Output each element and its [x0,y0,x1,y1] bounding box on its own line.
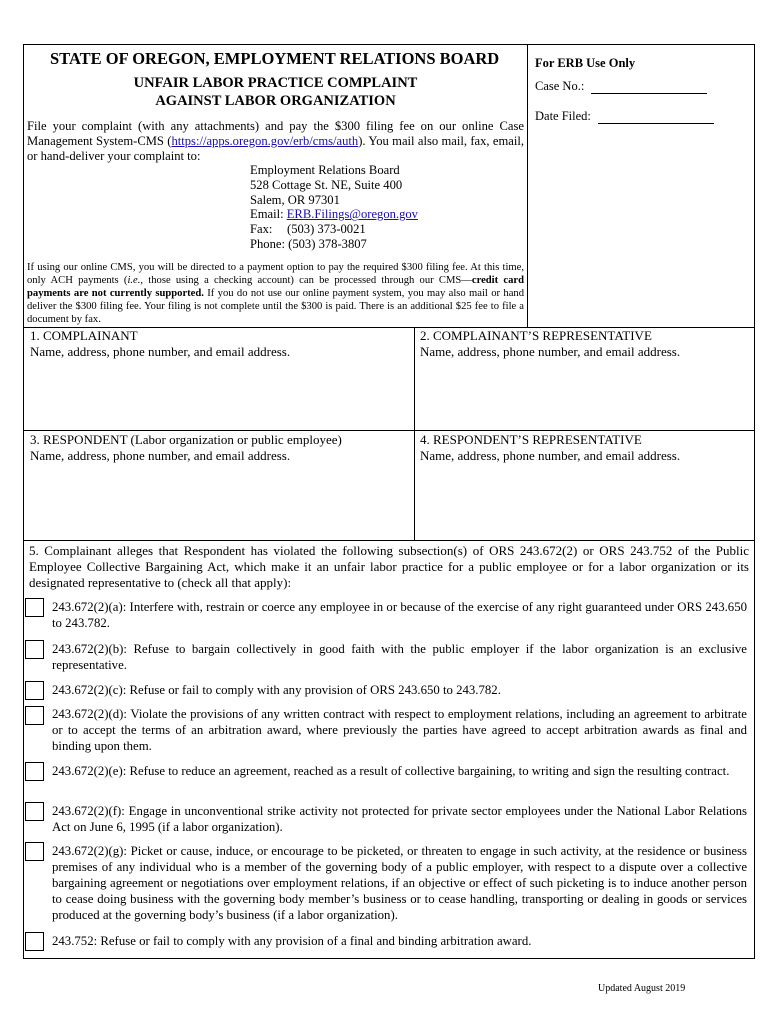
payment-note-part1: If using our online CMS, you will be directed to a payment option to pay the required $300 filing fee. At this time, only ACH payments ( [27,262,524,286]
payment-note-bold: credit card payments are not currently supported. [27,275,524,299]
grid-line-bottom [23,540,755,541]
option-2a: 243.672(2)(a): Interfere with, restrain or coerce any employee in or because of the exercise of any right guaranteed under ORS 243.650 to 243.782. [52,600,747,630]
section-complainant-rep-sub: Name, address, phone number, and email address. [420,344,681,359]
payment-note-ie: i.e. [127,275,141,286]
section-complainant-rep-title: 2. COMPLAINANT’S REPRESENTATIVE [420,328,652,343]
allegation-intro: 5. Complainant alleges that Respondent has violated the following subsection(s) of ORS 243.672(2) or ORS 243.752 of the Public Employee Collective Bargaining Act, which make it an unfair labor practice for a public employee or for a labor organization or its designated representative to (check all that apply): [29,543,749,590]
checkbox-2e[interactable] [25,762,44,781]
option-2e: 243.672(2)(e): Refuse to reduce an agreement, reached as a result of collective bargaining, to writing and sign the resulting contract. [52,764,730,778]
cms-link[interactable]: https://apps.oregon.gov/erb/cms/auth [171,134,359,148]
address-line3: Salem, OR 97301 [250,192,340,207]
option-752: 243.752: Refuse or fail to comply with any provision of a final and binding arbitration award. [52,934,532,948]
phone-row [250,237,418,252]
address-line2: 528 Cottage St. NE, Suite 400 [250,177,403,192]
grid-line-vertical [414,327,415,540]
intro-text-after: ). You mail also mail, fax, email, or hand-deliver your complaint to: [27,134,524,163]
checkbox-2b[interactable] [25,640,44,659]
case-no-field[interactable] [591,78,707,94]
section-respondent-rep-title: 4. RESPONDENT’S REPRESENTATIVE [420,432,642,447]
checkbox-752[interactable] [25,932,44,951]
form-subtitle-2: AGAINST LABOR ORGANIZATION [155,93,396,109]
email-label: Email: [250,207,284,222]
section-complainant-rep[interactable] [420,328,750,360]
payment-note [27,261,524,326]
section-complainant[interactable] [30,328,410,360]
date-filed-label: Date Filed: [535,109,591,123]
address-block [250,163,418,252]
section-respondent-rep[interactable] [420,432,750,464]
case-no-row [535,78,707,94]
fax-label: Fax: [250,222,273,237]
phone-label: Phone: [250,236,285,251]
date-filed-row [535,108,714,124]
checkbox-2g[interactable] [25,842,44,861]
address-line1: Employment Relations Board [250,163,400,177]
grid-line-mid [23,430,755,431]
form-subtitle-1: UNFAIR LABOR PRACTICE COMPLAINT [133,75,418,91]
checkbox-2c[interactable] [25,681,44,700]
case-no-label: Case No.: [535,79,585,93]
section-complainant-title: 1. COMPLAINANT [30,328,138,343]
erb-box-divider [527,44,528,328]
email-row [250,207,418,222]
payment-note-part2: , those using a checking account) can be processed through our CMS— [140,275,472,286]
checkbox-2a[interactable] [25,598,44,617]
option-2c: 243.672(2)(c): Refuse or fail to comply with any provision of ORS 243.650 to 243.782. [52,683,501,697]
checkbox-2d[interactable] [25,706,44,725]
email-link[interactable]: ERB.Filings@oregon.gov [286,207,418,222]
intro-text-before: File your complaint (with any attachments) and pay the $300 filing fee on our online Case Management System-CMS ( [27,119,524,148]
phone-number: (503) 378-3807 [288,236,367,251]
section-respondent-sub: Name, address, phone number, and email address. [30,448,291,463]
section-respondent[interactable] [30,432,410,464]
updated-date: Updated August 2019 [598,983,686,994]
option-2b: 243.672(2)(b): Refuse to bargain collectively in good faith with the public employer if the labor organization is an exclusive representative. [52,642,747,672]
section-complainant-sub: Name, address, phone number, and email address. [30,344,291,359]
date-filed-field[interactable] [598,108,714,124]
page-title: STATE OF OREGON, EMPLOYMENT RELATIONS BOARD [50,49,500,68]
fax-number: (503) 373-0021 [287,222,366,237]
fax-row [250,222,418,237]
section-respondent-title: 3. RESPONDENT (Labor organization or public employee) [30,432,342,447]
option-2g: 243.672(2)(g): Picket or cause, induce, or encourage to be picketed, or threaten to engage in such activity, at the residence or business premises of any individual who is a member of the governing body of a public employer, with respect to a dispute over a collective bargaining agreement or negotiations over employment relations, if an objective or effect of such picketing is to induce another person to cease doing business with the governing body member’s business or to cease handling, transporting or dealing in goods or services produced at the governing body’s business (if a labor organization). [52,844,747,922]
checkbox-2f[interactable] [25,802,44,821]
option-2d: 243.672(2)(d): Violate the provisions of any written contract with respect to employment relations, including an agreement to arbitrate or to accept the terms of an arbitration award, where previously the parties have agreed to accept arbitration awards as final and binding upon them. [52,707,747,753]
option-2f: 243.672(2)(f): Engage in unconventional strike activity not protected for private sector employees under the National Labor Relations Act on June 6, 1995 (if a labor organization). [52,804,747,834]
payment-note-part3: If you do not use our online payment system, you may also mail or hand deliver the $300 filing fee. Your filing is not complete until the $300 is paid. There is an additional $25 fee to file a document by fax. [27,288,524,325]
intro-paragraph [27,119,524,164]
erb-use-heading: For ERB Use Only [535,56,636,70]
section-respondent-rep-sub: Name, address, phone number, and email address. [420,448,681,463]
